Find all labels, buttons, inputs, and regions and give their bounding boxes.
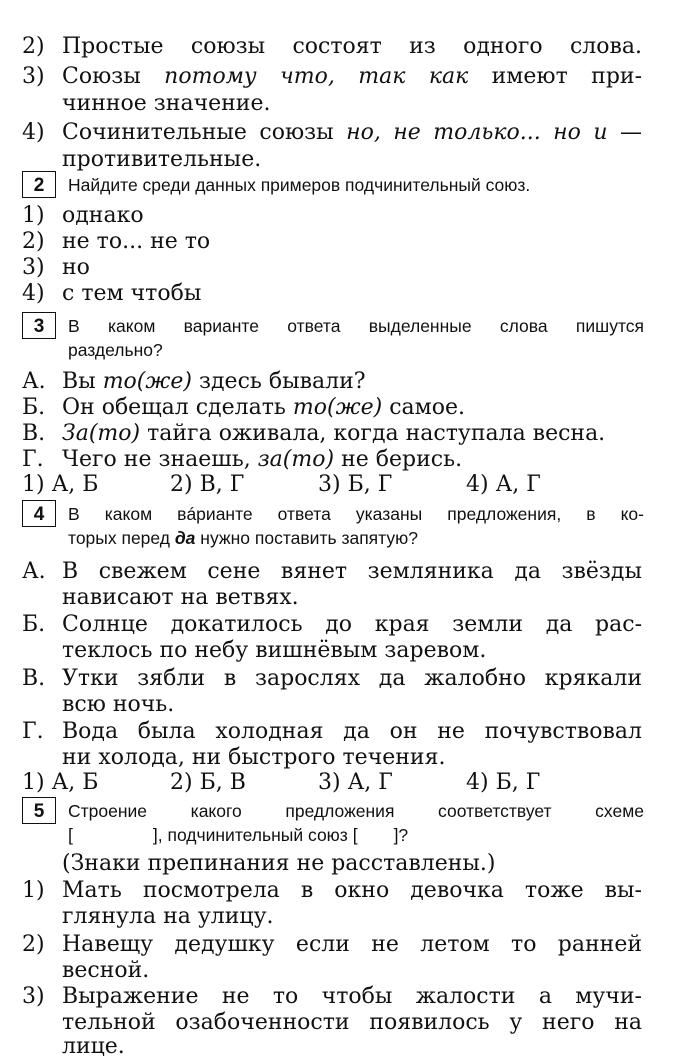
answer-option: 2) В, Г xyxy=(170,472,245,497)
q4-answers xyxy=(22,770,540,795)
option-text-end: — xyxy=(620,120,643,145)
prev-option-2 xyxy=(22,34,642,59)
q2-option-4 xyxy=(22,281,201,306)
q2-option-2 xyxy=(22,229,210,254)
q4-sentence-v-cont: всю ночь. xyxy=(62,692,175,717)
prev-option-4-cont: противительные. xyxy=(62,147,262,172)
option-text: с тем чтобы xyxy=(62,281,202,306)
question-number-box: 3 xyxy=(22,312,56,339)
question-2-text: Найдите среди данных примеров подчинительный союз. xyxy=(68,175,531,195)
sentence-text: тайга оживала, когда наступала весна. xyxy=(147,421,606,446)
sentence-text: Чего не знаешь, xyxy=(62,447,251,472)
option-number: 3) xyxy=(22,64,45,89)
answer-option: 2) Б, В xyxy=(170,770,246,795)
option-italic: но, не только... но и xyxy=(346,120,608,145)
answer-option: 3) А, Г xyxy=(318,770,393,795)
highlighted-word: то(же) xyxy=(292,395,383,420)
option-number: 2) xyxy=(22,34,45,59)
sentence-text: Вы xyxy=(62,369,96,394)
sentence-text: здесь бывали? xyxy=(199,369,366,394)
q4-sentence-b-cont: теклось по небу вишнёвым заревом. xyxy=(62,638,487,663)
question-text: нужно поставить запятую? xyxy=(200,528,418,548)
option-text: Сочинительные союзы xyxy=(62,120,334,145)
option-number: 3) xyxy=(22,255,45,280)
answer-option: 4) Б, Г xyxy=(466,770,541,795)
q3-sentence-v xyxy=(22,421,605,446)
q5-option-2-cont: весной. xyxy=(62,958,150,983)
answer-option: 1) А, Б xyxy=(22,472,99,497)
q2-option-1 xyxy=(22,203,144,228)
highlighted-word: за(то) xyxy=(257,447,335,472)
scheme-bracket: [ xyxy=(68,825,73,845)
option-letter: В. xyxy=(22,421,46,446)
option-letter: В. xyxy=(22,666,46,691)
highlighted-word: За(то) xyxy=(62,421,141,446)
question-4-text: В каком вáрианте ответа указаны предложения, в ко- xyxy=(68,504,644,524)
sentence-text: В свежем сене вянет земляника да звёзды xyxy=(62,559,642,584)
option-text: однако xyxy=(62,203,144,228)
answer-option: 4) А, Г xyxy=(466,472,541,497)
option-text: Простые союзы состоят из одного слова. xyxy=(62,34,642,59)
option-text: но xyxy=(62,255,90,280)
q5-option-3-cont2: лице. xyxy=(62,1034,125,1059)
prev-option-3-cont: чинное значение. xyxy=(62,91,271,116)
q5-option-3-cont: тельной озабоченности появилось у него на xyxy=(62,1010,642,1035)
question-number-box: 4 xyxy=(22,500,56,527)
option-letter: А. xyxy=(22,559,46,584)
option-number: 1) xyxy=(22,203,45,228)
sentence-text: Утки зябли в зарослях да жалобно крякали xyxy=(62,666,642,691)
option-number: 4) xyxy=(22,120,45,145)
option-letter: Б. xyxy=(22,395,46,420)
prev-option-4 xyxy=(22,120,642,145)
option-number: 4) xyxy=(22,281,45,306)
scheme-text: ], подчинительный союз [ xyxy=(152,825,358,845)
sentence-text: Вода была холодная да он не почувствовал xyxy=(62,719,642,744)
option-number: 3) xyxy=(22,984,45,1009)
q3-sentence-g xyxy=(22,447,462,472)
q4-sentence-v xyxy=(22,666,642,691)
option-letter: Г. xyxy=(22,447,44,472)
q4-sentence-g xyxy=(22,719,642,744)
question-text: торых перед xyxy=(68,528,170,548)
q5-option-1-cont: глянула на улицу. xyxy=(62,904,274,929)
q3-sentence-a xyxy=(22,369,366,394)
q4-sentence-a-cont: нависают на ветвях. xyxy=(62,585,299,610)
prev-option-3 xyxy=(22,64,642,89)
q4-sentence-b xyxy=(22,612,642,637)
option-text: Союзы xyxy=(62,64,141,89)
option-letter: А. xyxy=(22,369,46,394)
q3-answers xyxy=(22,472,541,497)
question-number-box: 2 xyxy=(22,171,56,198)
answer-option: 1) А, Б xyxy=(22,770,99,795)
emphasized-word: да xyxy=(174,528,196,548)
option-number: 2) xyxy=(22,229,45,254)
q4-sentence-a xyxy=(22,559,642,584)
q5-option-3 xyxy=(22,984,642,1009)
option-text: Мать посмотрела в окно девочка тоже вы- xyxy=(62,878,642,903)
sentence-text: не берись. xyxy=(341,447,463,472)
q3-sentence-b xyxy=(22,395,465,420)
sentence-text: Он обещал сделать xyxy=(62,395,286,420)
highlighted-word: то(же) xyxy=(102,369,192,394)
answer-option: 3) Б, Г xyxy=(318,472,393,497)
option-letter: Б. xyxy=(22,612,46,637)
q5-option-1 xyxy=(22,878,642,903)
scheme-bracket: ]? xyxy=(393,825,409,845)
question-4-text-cont xyxy=(68,528,418,549)
question-5-scheme xyxy=(68,825,408,846)
option-text: Выражение не то чтобы жалости а мучи- xyxy=(62,984,642,1009)
q4-sentence-g-cont: ни холода, ни быстрого течения. xyxy=(62,745,446,770)
option-text: Навещу дедушку если не летом то ранней xyxy=(62,932,642,957)
q2-option-3 xyxy=(22,255,90,280)
question-3-text-cont: раздельно? xyxy=(68,340,163,360)
option-number: 1) xyxy=(22,878,45,903)
sentence-text: самое. xyxy=(389,395,465,420)
option-italic: потому что, так как xyxy=(164,64,469,89)
question-number-box: 5 xyxy=(22,797,56,824)
q5-option-2 xyxy=(22,932,642,957)
question-3-text: В каком варианте ответа выделенные слова пишутся xyxy=(68,316,644,336)
q5-note: (Знаки препинания не расставлены.) xyxy=(62,851,496,876)
option-text: не то... не то xyxy=(62,229,211,254)
sentence-text: Солнце докатилось до края земли да рас- xyxy=(62,612,642,637)
question-5-text: Строение какого предложения соответствует схеме xyxy=(68,801,644,821)
option-number: 2) xyxy=(22,932,45,957)
option-text-end: имеют при- xyxy=(491,64,643,89)
option-letter: Г. xyxy=(22,719,44,744)
